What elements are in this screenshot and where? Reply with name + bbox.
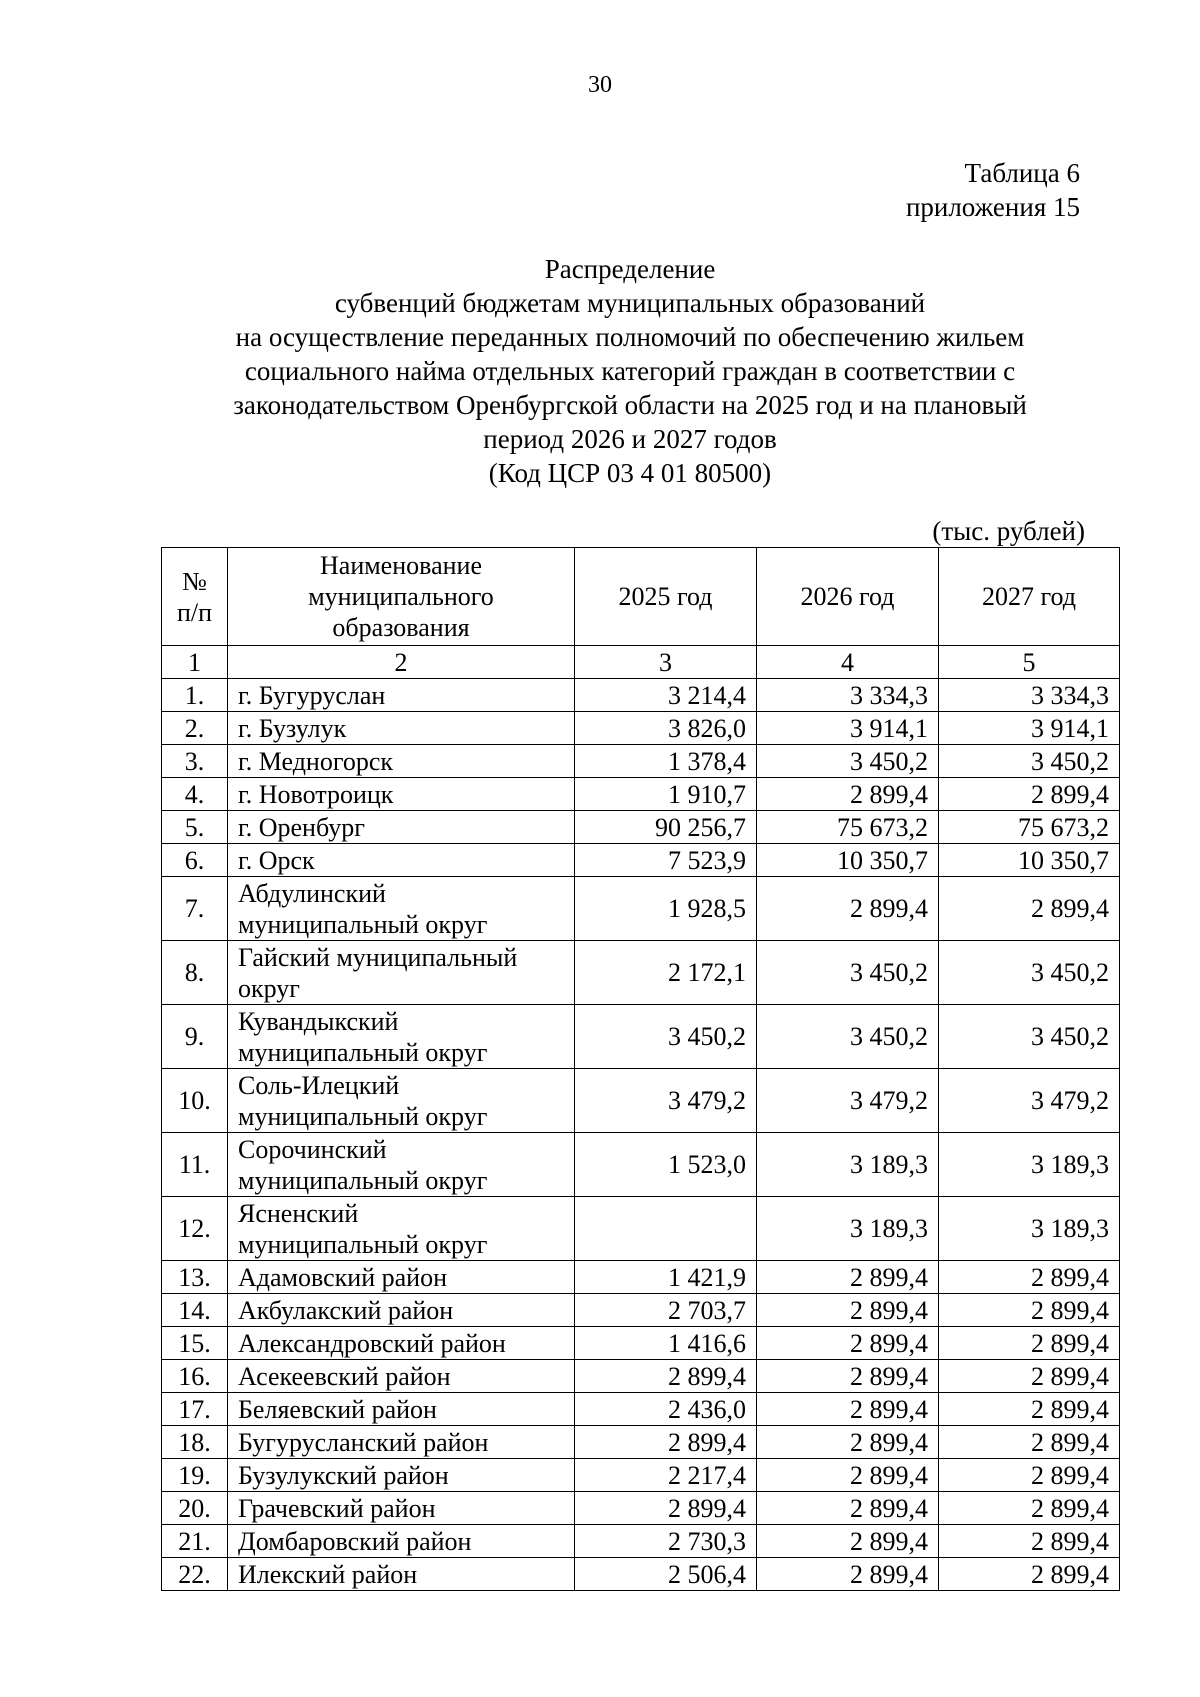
header-text: п/п xyxy=(176,597,213,627)
municipality-name xyxy=(228,712,575,745)
value-2027: 3 334,3 xyxy=(939,679,1120,712)
value-2026: 3 189,3 xyxy=(757,1197,939,1261)
row-number: 5. xyxy=(162,811,228,844)
municipality-name xyxy=(228,811,575,844)
table-row xyxy=(162,941,1120,1005)
value-2027: 3 479,2 xyxy=(939,1069,1120,1133)
table-row xyxy=(162,1261,1120,1294)
municipality-name-line: муниципальный округ xyxy=(238,1101,488,1131)
table-row xyxy=(162,712,1120,745)
row-number: 22. xyxy=(162,1558,228,1591)
title-line: социального найма отдельных категорий граждан в соответствии с xyxy=(244,356,1016,386)
value-2027: 75 673,2 xyxy=(939,811,1120,844)
value-2026: 2 899,4 xyxy=(757,1525,939,1558)
municipality-name xyxy=(228,1133,575,1197)
header-number xyxy=(162,548,228,646)
header-text: муниципального xyxy=(308,582,494,611)
value-2026: 2 899,4 xyxy=(757,1261,939,1294)
column-index-row xyxy=(162,646,1120,679)
value-2025: 2 899,4 xyxy=(575,1426,757,1459)
column-index: 1 xyxy=(162,646,228,679)
value-2025: 2 506,4 xyxy=(575,1558,757,1591)
municipality-name-line: муниципальный округ xyxy=(238,1229,488,1259)
value-2027: 3 450,2 xyxy=(939,1005,1120,1069)
value-2025: 3 214,4 xyxy=(575,679,757,712)
row-number: 11. xyxy=(162,1133,228,1197)
municipality-name xyxy=(228,1426,575,1459)
municipality-name xyxy=(228,1261,575,1294)
value-2027: 10 350,7 xyxy=(939,844,1120,877)
header-text: образования xyxy=(332,613,470,642)
value-2026: 3 450,2 xyxy=(757,941,939,1005)
municipality-name-line: г. Новотроицк xyxy=(238,779,394,809)
municipality-name-line: Александровский район xyxy=(238,1328,506,1358)
value-2027: 2 899,4 xyxy=(939,1261,1120,1294)
value-2025: 2 899,4 xyxy=(575,1360,757,1393)
municipality-name xyxy=(228,877,575,941)
row-number: 8. xyxy=(162,941,228,1005)
municipality-name-line: Адамовский район xyxy=(238,1262,447,1292)
table-row xyxy=(162,1294,1120,1327)
municipality-name xyxy=(228,1327,575,1360)
municipality-name xyxy=(228,1525,575,1558)
value-2025: 3 450,2 xyxy=(575,1005,757,1069)
row-number: 1. xyxy=(162,679,228,712)
municipality-name-line: Бугурусланский район xyxy=(238,1427,489,1457)
column-index: 4 xyxy=(757,646,939,679)
value-2027: 2 899,4 xyxy=(939,1294,1120,1327)
table-row xyxy=(162,679,1120,712)
value-2025: 2 703,7 xyxy=(575,1294,757,1327)
row-number: 2. xyxy=(162,712,228,745)
value-2025 xyxy=(575,1197,757,1261)
table-row xyxy=(162,1133,1120,1197)
table-reference-line: Таблица 6 xyxy=(964,158,1080,188)
column-index: 2 xyxy=(228,646,575,679)
municipality-name-line: Абдулинский xyxy=(238,878,386,908)
table-row xyxy=(162,877,1120,941)
value-2026: 3 189,3 xyxy=(757,1133,939,1197)
municipality-name xyxy=(228,1197,575,1261)
header-year-2026: 2026 год xyxy=(757,548,939,646)
column-index: 3 xyxy=(575,646,757,679)
title-line: (Код ЦСР 03 4 01 80500) xyxy=(488,458,772,488)
value-2025: 3 826,0 xyxy=(575,712,757,745)
municipality-name-line: г. Медногорск xyxy=(238,746,394,776)
value-2026: 3 479,2 xyxy=(757,1069,939,1133)
value-2027: 3 450,2 xyxy=(939,941,1120,1005)
value-2027: 3 914,1 xyxy=(939,712,1120,745)
row-number: 15. xyxy=(162,1327,228,1360)
municipality-name xyxy=(228,1294,575,1327)
value-2027: 2 899,4 xyxy=(939,1558,1120,1591)
title-line: субвенций бюджетам муниципальных образований xyxy=(334,288,926,318)
municipality-name-line: муниципальный округ xyxy=(238,909,488,939)
table-reference-line: приложения 15 xyxy=(905,192,1080,222)
municipality-name xyxy=(228,1069,575,1133)
header-text: № xyxy=(182,566,207,596)
row-number: 21. xyxy=(162,1525,228,1558)
row-number: 9. xyxy=(162,1005,228,1069)
table-header-row xyxy=(162,548,1120,646)
table-row xyxy=(162,745,1120,778)
header-text: Наименование xyxy=(320,551,482,580)
municipality-name-line: Асекеевский район xyxy=(238,1361,451,1391)
municipality-name-line: Илекский район xyxy=(238,1559,418,1589)
distribution-table xyxy=(161,547,1120,1591)
value-2025: 2 436,0 xyxy=(575,1393,757,1426)
municipality-name xyxy=(228,1459,575,1492)
table-row xyxy=(162,1558,1120,1591)
value-2025: 1 416,6 xyxy=(575,1327,757,1360)
row-number: 20. xyxy=(162,1492,228,1525)
value-2025: 3 479,2 xyxy=(575,1069,757,1133)
value-2027: 2 899,4 xyxy=(939,1360,1120,1393)
municipality-name xyxy=(228,844,575,877)
title-line: период 2026 и 2027 годов xyxy=(483,424,777,454)
municipality-name-line: муниципальный округ xyxy=(238,1037,488,1067)
municipality-name-line: Бузулукский район xyxy=(238,1460,449,1490)
value-2026: 3 914,1 xyxy=(757,712,939,745)
table-row xyxy=(162,1459,1120,1492)
value-2025: 2 217,4 xyxy=(575,1459,757,1492)
value-2026: 2 899,4 xyxy=(757,1426,939,1459)
value-2027: 3 189,3 xyxy=(939,1197,1120,1261)
value-2027: 2 899,4 xyxy=(939,1459,1120,1492)
municipality-name-line: Беляевский район xyxy=(238,1394,437,1424)
row-number: 4. xyxy=(162,778,228,811)
title-line: законодательством Оренбургской области на 2025 год и на плановый xyxy=(233,390,1027,420)
value-2027: 2 899,4 xyxy=(939,778,1120,811)
table-reference xyxy=(906,156,1080,224)
row-number: 7. xyxy=(162,877,228,941)
table-body xyxy=(162,646,1120,1591)
row-number: 10. xyxy=(162,1069,228,1133)
municipality-name-line: округ xyxy=(238,973,300,1003)
value-2027: 3 189,3 xyxy=(939,1133,1120,1197)
municipality-name-line: Гайский муниципальный xyxy=(238,942,518,972)
value-2025: 1 910,7 xyxy=(575,778,757,811)
table-row xyxy=(162,1360,1120,1393)
value-2025: 7 523,9 xyxy=(575,844,757,877)
municipality-name-line: Сорочинский xyxy=(238,1134,387,1164)
municipality-name-line: Ясненский xyxy=(238,1198,359,1228)
municipality-name xyxy=(228,941,575,1005)
title-line: Распределение xyxy=(544,254,716,284)
row-number: 17. xyxy=(162,1393,228,1426)
value-2025: 1 378,4 xyxy=(575,745,757,778)
table-row xyxy=(162,1005,1120,1069)
table-row xyxy=(162,1525,1120,1558)
units-label: (тыс. рублей) xyxy=(932,516,1085,546)
municipality-name-line: Домбаровский район xyxy=(238,1526,472,1556)
value-2027: 2 899,4 xyxy=(939,1327,1120,1360)
document-title xyxy=(150,252,1110,490)
value-2026: 75 673,2 xyxy=(757,811,939,844)
header-name xyxy=(228,548,575,646)
value-2026: 2 899,4 xyxy=(757,877,939,941)
table-row xyxy=(162,778,1120,811)
value-2026: 10 350,7 xyxy=(757,844,939,877)
value-2026: 3 450,2 xyxy=(757,1005,939,1069)
municipality-name xyxy=(228,1558,575,1591)
municipality-name-line: муниципальный округ xyxy=(238,1165,488,1195)
value-2026: 2 899,4 xyxy=(757,1393,939,1426)
table-row xyxy=(162,811,1120,844)
value-2026: 3 450,2 xyxy=(757,745,939,778)
value-2027: 2 899,4 xyxy=(939,1393,1120,1426)
row-number: 13. xyxy=(162,1261,228,1294)
value-2026: 2 899,4 xyxy=(757,1459,939,1492)
row-number: 12. xyxy=(162,1197,228,1261)
municipality-name xyxy=(228,1005,575,1069)
row-number: 16. xyxy=(162,1360,228,1393)
value-2026: 2 899,4 xyxy=(757,1558,939,1591)
value-2026: 2 899,4 xyxy=(757,1294,939,1327)
table-row xyxy=(162,1197,1120,1261)
municipality-name xyxy=(228,1393,575,1426)
row-number: 19. xyxy=(162,1459,228,1492)
value-2025: 1 928,5 xyxy=(575,877,757,941)
value-2027: 2 899,4 xyxy=(939,877,1120,941)
value-2025: 90 256,7 xyxy=(575,811,757,844)
value-2026: 3 334,3 xyxy=(757,679,939,712)
value-2026: 2 899,4 xyxy=(757,1360,939,1393)
row-number: 18. xyxy=(162,1426,228,1459)
value-2025: 1 523,0 xyxy=(575,1133,757,1197)
row-number: 3. xyxy=(162,745,228,778)
value-2027: 2 899,4 xyxy=(939,1525,1120,1558)
title-line: на осуществление переданных полномочий по обеспечению жильем xyxy=(235,322,1025,352)
municipality-name xyxy=(228,745,575,778)
column-index: 5 xyxy=(939,646,1120,679)
value-2026: 2 899,4 xyxy=(757,1327,939,1360)
page-number: 30 xyxy=(588,72,612,98)
municipality-name-line: Грачевский район xyxy=(238,1493,436,1523)
row-number: 14. xyxy=(162,1294,228,1327)
table-row xyxy=(162,1426,1120,1459)
municipality-name xyxy=(228,679,575,712)
row-number: 6. xyxy=(162,844,228,877)
municipality-name-line: г. Бугуруслан xyxy=(238,680,386,710)
municipality-name-line: Акбулакский район xyxy=(238,1295,454,1325)
value-2025: 2 730,3 xyxy=(575,1525,757,1558)
table-row xyxy=(162,1492,1120,1525)
value-2027: 2 899,4 xyxy=(939,1426,1120,1459)
value-2026: 2 899,4 xyxy=(757,778,939,811)
municipality-name-line: Соль-Илецкий xyxy=(238,1070,400,1100)
value-2027: 2 899,4 xyxy=(939,1492,1120,1525)
table-row xyxy=(162,1327,1120,1360)
value-2027: 3 450,2 xyxy=(939,745,1120,778)
table-row xyxy=(162,844,1120,877)
value-2025: 2 172,1 xyxy=(575,941,757,1005)
municipality-name xyxy=(228,778,575,811)
municipality-name-line: г. Орск xyxy=(238,845,315,875)
table-row xyxy=(162,1069,1120,1133)
value-2025: 2 899,4 xyxy=(575,1492,757,1525)
value-2025: 1 421,9 xyxy=(575,1261,757,1294)
value-2026: 2 899,4 xyxy=(757,1492,939,1525)
header-year-2027: 2027 год xyxy=(939,548,1120,646)
municipality-name-line: г. Оренбург xyxy=(238,812,365,842)
municipality-name-line: г. Бузулук xyxy=(238,713,347,743)
header-year-2025: 2025 год xyxy=(575,548,757,646)
table-row xyxy=(162,1393,1120,1426)
municipality-name xyxy=(228,1360,575,1393)
municipality-name-line: Кувандыкский xyxy=(238,1006,399,1036)
municipality-name xyxy=(228,1492,575,1525)
